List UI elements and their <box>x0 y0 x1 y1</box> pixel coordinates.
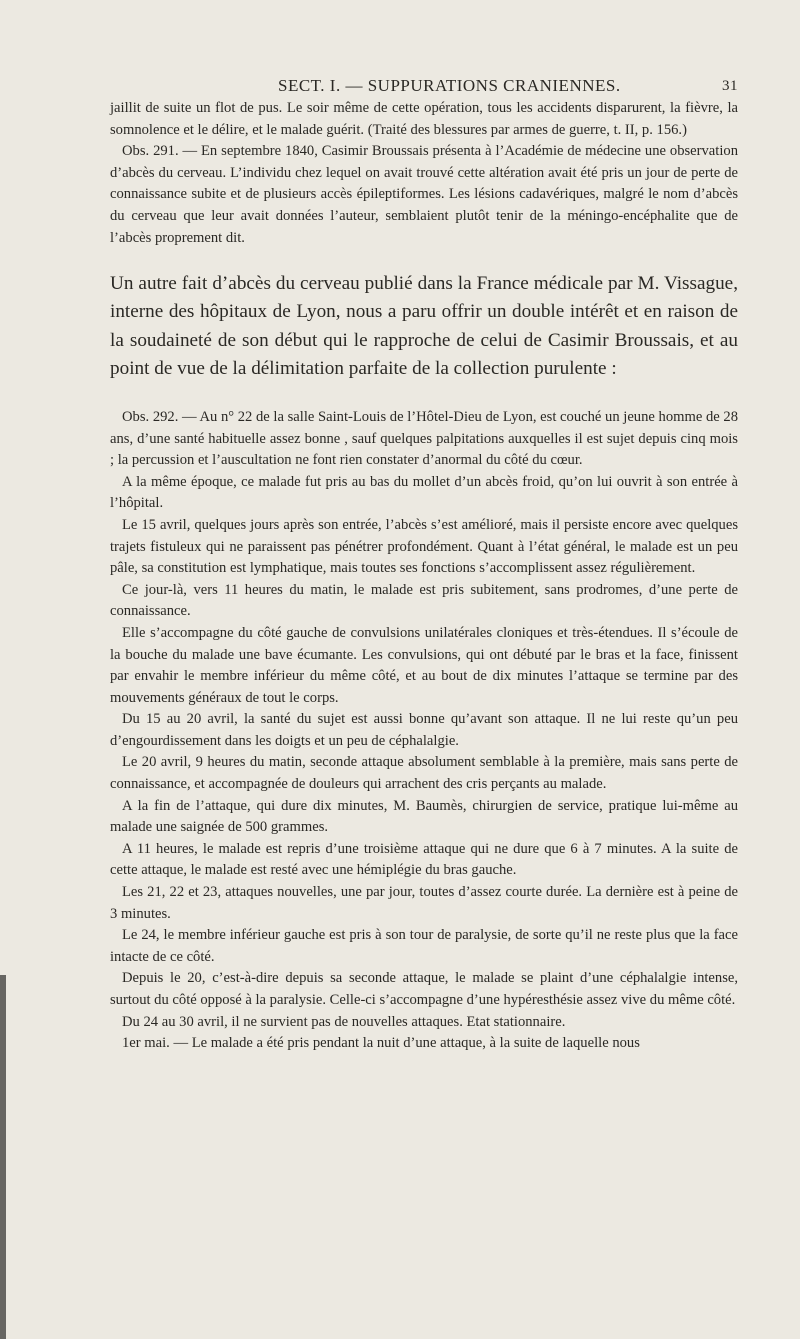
paragraph-6: Le 15 avril, quelques jours après son entrée, l’abcès s’est amélioré, mais il persiste encore avec quelques trajets fistuleux qui ne paraissent pas pénétrer profondément. Quant à l’état général, le malade est un peu pâle, sa constitution est lymphatique, mais toutes ses fonctions s’accomplissent assez régulièrement. <box>110 516 738 577</box>
paragraph-15: Depuis le 20, c’est-à-dire depuis sa seconde attaque, le malade se plaint d’une céphalalgie intense, surtout du côté opposé à la paralysie. Celle-ci s’accompagne d’une hypéresthésie assez vive du même côté. <box>110 970 738 1008</box>
intro-paragraph: Un autre fait d’abcès du cerveau publié dans la France médicale par M. Vissague, interne des hôpitaux de Lyon, nous a paru offrir un double intérêt et en raison de la soudaineté de son début qui le rapproche de celui de Casimir Broussais, et au point de vue de la délimitation parfaite de la collection purulente : <box>110 273 738 379</box>
paragraph-14: Le 24, le membre inférieur gauche est pris à son tour de paralysie, de sorte qu’il ne reste plus que la face intacte de ce côté. <box>110 927 738 965</box>
obs-291: Obs. 291. — En septembre 1840, Casimir Broussais présenta à l’Académie de médecine une observation d’abcès du cerveau. L’individu chez lequel on avait trouvé cette altération avait été pris un jour de perte de connaissance subite et de plusieurs accès épileptiformes. Les lésions cadavériques, malgré le nom d’abcès du cerveau que leur avait données l’auteur, semblaient plutôt tenir de la méningo-encéphalite que de l’abcès proprement dit. <box>110 143 738 246</box>
paragraph-10: Le 20 avril, 9 heures du matin, seconde attaque absolument semblable à la première, mais sans perte de connaissance, et accompagnée de douleurs qui arrachent des cris perçants au malade. <box>110 754 738 793</box>
page-number: 31 <box>722 78 738 94</box>
paragraph-8: Elle s’accompagne du côté gauche de convulsions unilatérales cloniques et très-étendues. Il s’écoule de la bouche du malade une bave écumante. Les convulsions, qui ont débuté par le bras et la face, finissent par envahir le membre inférieur du même côté, et au bout de dix minutes l’attaque se termine par des mouvements généraux de tout le corps. <box>110 624 738 706</box>
page-body <box>110 98 738 1055</box>
paragraph-16: Du 24 au 30 avril, il ne survient pas de nouvelles attaques. Etat stationnaire. <box>122 1013 566 1030</box>
obs-292: Obs. 292. — Au n° 22 de la salle Saint-Louis de l’Hôtel-Dieu de Lyon, est couché un jeune homme de 28 ans, d’une santé habituelle assez bonne , sauf quelques palpitations auxquelles il est sujet depuis cinq mois ; la percussion et l’auscultation ne font rien constater d’anormal du côté du cœur. <box>110 408 738 469</box>
binding-shadow <box>0 975 6 1339</box>
running-header <box>110 52 738 95</box>
paragraph-13: Les 21, 22 et 23, attaques nouvelles, une par jour, toutes d’assez courte durée. La dernière est à peine de 3 minutes. <box>110 884 738 922</box>
section-title: SECT. I. — SUPPURATIONS CRANIENNES. <box>278 76 621 95</box>
paragraph-11: A la fin de l’attaque, qui dure dix minutes, M. Baumès, chirurgien de service, pratique lui-même au malade une saignée de 500 grammes. <box>110 797 738 836</box>
paragraph-17: 1er mai. — Le malade a été pris pendant la nuit d’une attaque, à la suite de laquelle nous <box>122 1035 640 1052</box>
paragraph-12: A 11 heures, le malade est repris d’une troisième attaque qui ne dure que 6 à 7 minutes. A la suite de cette attaque, le malade est resté avec une hémiplégie du bras gauche. <box>110 840 738 879</box>
paragraph-5: A la même époque, ce malade fut pris au bas du mollet d’un abcès froid, qu’on lui ouvrit à son entrée à l’hôpital. <box>110 473 738 512</box>
paragraph-9: Du 15 au 20 avril, la santé du sujet est aussi bonne qu’avant son attaque. Il ne lui reste qu’un peu d’engourdissement dans les doigts et un peu de céphalalgie. <box>110 711 738 749</box>
paragraph-1: jaillit de suite un flot de pus. Le soir même de cette opération, tous les accidents disparurent, la fièvre, la somnolence et le délire, et le malade guérit. (Traité des blessures par armes de guerre, t. II, p. 156.) <box>110 100 738 138</box>
paragraph-7: Ce jour-là, vers 11 heures du matin, le malade est pris subitement, sans prodromes, d’une perte de connaissance. <box>110 581 738 620</box>
